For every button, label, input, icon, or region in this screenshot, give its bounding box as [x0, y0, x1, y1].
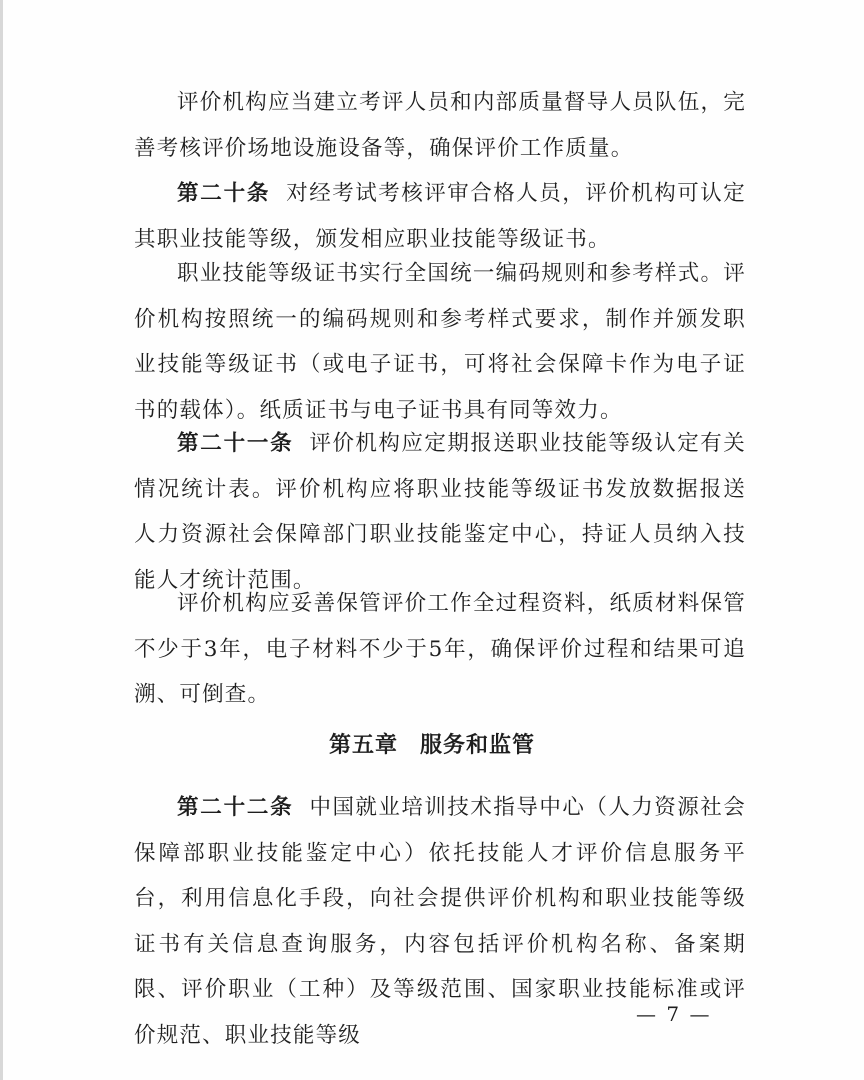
paragraph-evaluation-staff — [134, 80, 746, 171]
paragraph-text: 评价机构应妥善保管评价工作全过程资料，纸质材料保管不少于3年，电子材料不少于5年，确保评价过程和结果可追溯、可倒查。 — [134, 591, 746, 707]
scan-edge-shadow — [0, 0, 3, 1080]
paragraph-text: 评价机构应定期报送职业技能等级认定有关情况统计表。评价机构应将职业技能等级证书发放数据报送人力资源社会保障部门职业技能鉴定中心，持证人员纳入技能人才统计范围。 — [134, 431, 746, 593]
paragraph-text: 评价机构应当建立考评人员和内部质量督导人员队伍，完善考核评价场地设施设备等，确保评价工作质量。 — [134, 90, 746, 161]
article-number: 第二十条 — [177, 181, 271, 206]
paragraph-article-20 — [134, 171, 746, 262]
paragraph-article-21 — [134, 421, 746, 603]
chapter-heading — [0, 728, 864, 759]
paragraph-text: 中国就业培训技术指导中心（人力资源社会保障部职业技能鉴定中心）依托技能人才评价信息服务平台，利用信息化手段，向社会提供评价机构和职业技能等级证书有关信息查询服务，内容包括评价机构名称、备案期限、评价职业（工种）及等级范围、国家职业技能标准或评价规范、职业技能等级 — [134, 795, 746, 1048]
page-number: — 7 — — [636, 1002, 712, 1026]
paragraph-certificate-coding — [134, 251, 746, 433]
paragraph-text: 职业技能等级证书实行全国统一编码规则和参考样式。评价机构按照统一的编码规则和参考样式要求，制作并颁发职业技能等级证书（或电子证书，可将社会保障卡作为电子证书的载体）。纸质证书与电子证书具有同等效力。 — [134, 261, 746, 423]
paragraph-text: 对经考试考核评审合格人员，评价机构可认定其职业技能等级，颁发相应职业技能等级证书。 — [134, 181, 746, 252]
chapter-title: 服务和监管 — [420, 733, 536, 758]
paragraph-record-keeping — [134, 581, 746, 718]
chapter-number: 第五章 — [328, 733, 398, 758]
article-number: 第二十二条 — [177, 795, 294, 820]
article-number: 第二十一条 — [177, 431, 294, 456]
